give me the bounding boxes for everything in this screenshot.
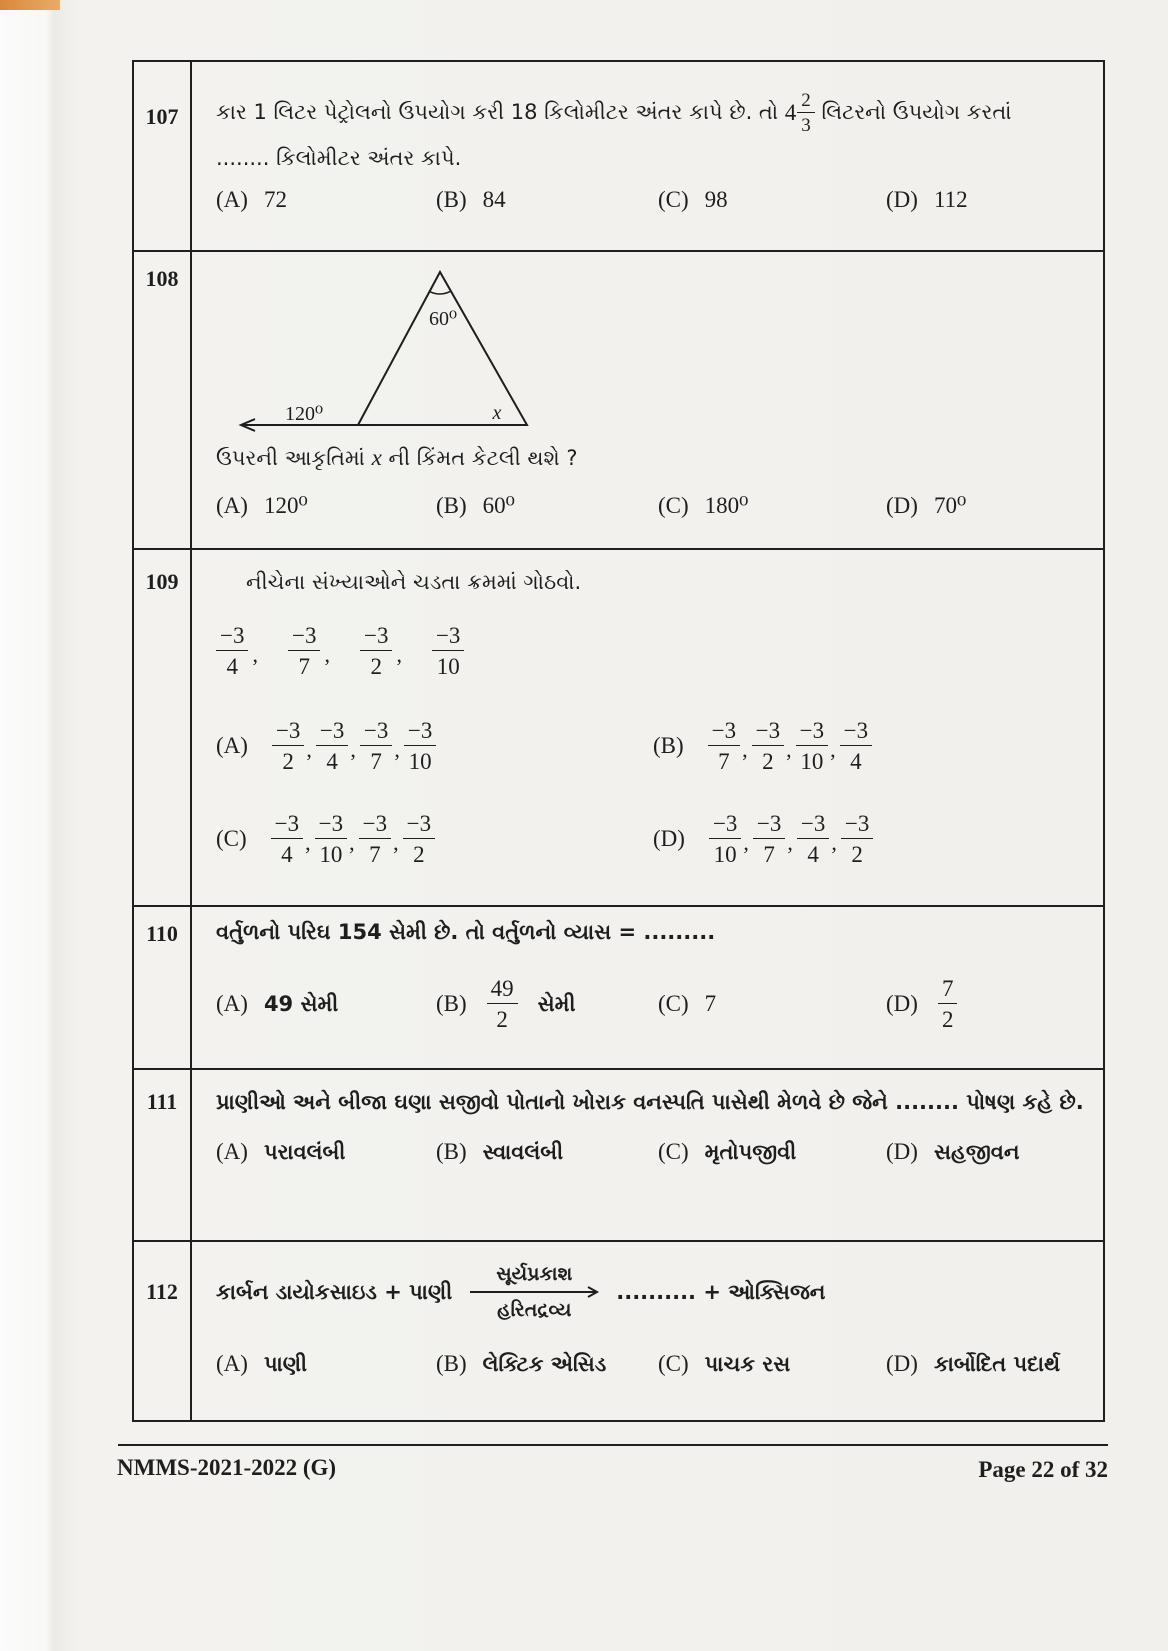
denominator: 10 <box>713 842 737 867</box>
triangle-figure <box>216 252 576 438</box>
question-number-112: 112 <box>134 1242 192 1420</box>
footer-rule <box>118 1444 1108 1446</box>
option-value: 7 <box>704 991 717 1016</box>
denominator: 4 <box>326 749 338 774</box>
comma-separator: , <box>742 737 748 762</box>
option-value: 49 સેમી <box>263 992 339 1016</box>
option-label: (B) <box>436 991 467 1016</box>
comma-separator: , <box>394 737 400 762</box>
option-value: 60⁰ <box>482 493 515 518</box>
option-d <box>886 1134 1093 1170</box>
variable: x <box>371 445 382 470</box>
fraction-list <box>216 622 464 680</box>
option-a <box>216 182 436 218</box>
numerator: −3 <box>432 622 464 651</box>
question-text-part: ઉપરની આકૃતિમાં <box>216 446 365 470</box>
triangle-shape <box>358 272 527 425</box>
denominator: 7 <box>763 842 775 867</box>
option-label: (C) <box>216 826 247 851</box>
comma-separator: , <box>324 642 330 667</box>
option-label: (C) <box>658 1351 689 1376</box>
option-d <box>886 488 1093 524</box>
comma-separator: , <box>350 737 356 762</box>
apex-angle-arc <box>430 291 451 294</box>
denominator: 10 <box>800 749 824 774</box>
fraction <box>360 717 392 775</box>
denominator: 2 <box>370 654 382 679</box>
numerator: −3 <box>288 622 320 651</box>
option-c <box>658 488 886 524</box>
question-text-111: પ્રાણીઓ અને બીજા ઘણા સજીવો પોતાનો ખોરાક વનસ્પતિ પાસેથી મેળવે છે જેને ........ પોષણ કહે છે. <box>216 1090 1084 1114</box>
denominator: 4 <box>281 842 293 867</box>
option-a <box>216 488 436 524</box>
fraction-list <box>708 717 872 775</box>
question-number-107: 107 <box>134 62 192 250</box>
denominator: 2 <box>496 1007 508 1032</box>
denominator: 7 <box>369 842 381 867</box>
question-text-part: લિટરનો ઉપયોગ કરતાં <box>821 100 1012 124</box>
option-label: (A) <box>216 991 248 1016</box>
reactants: કાર્બન ડાયોકસાઇડ + પાણી <box>216 1280 453 1304</box>
question-body-111 <box>192 1070 1103 1240</box>
question-body-107 <box>192 62 1103 250</box>
question-text-continuation: ........ કિલોમીટર અંતર કાપે. <box>216 146 462 170</box>
option-value: પરાવલંબી <box>263 1140 346 1164</box>
option-a <box>216 1134 436 1170</box>
question-row-107 <box>134 62 1103 250</box>
right-arrow-icon <box>468 1286 600 1298</box>
question-body-109 <box>192 550 1103 905</box>
numerator: −3 <box>404 717 436 746</box>
denominator: 2 <box>762 749 774 774</box>
fraction <box>359 810 391 868</box>
question-table <box>132 60 1105 1422</box>
option-label: (C) <box>658 187 689 212</box>
option-label: (D) <box>653 826 685 851</box>
question-row-108 <box>134 250 1103 548</box>
option-label: (B) <box>436 493 467 518</box>
denominator: 2 <box>851 842 863 867</box>
products: .......... + ઓક્સિજન <box>616 1280 826 1304</box>
option-c <box>658 1134 886 1170</box>
question-number-110: 110 <box>134 907 192 1068</box>
numerator: −3 <box>216 622 248 651</box>
denominator: 3 <box>801 115 811 136</box>
question-text-108 <box>216 440 1093 476</box>
option-label: (D) <box>886 493 918 518</box>
numerator: −3 <box>796 717 828 746</box>
fraction <box>272 717 304 775</box>
option-value: 112 <box>933 187 968 212</box>
option-label: (B) <box>436 1351 467 1376</box>
fraction <box>432 622 464 680</box>
fraction <box>404 717 436 775</box>
question-body-110 <box>192 907 1103 1068</box>
numerator: −3 <box>752 717 784 746</box>
option-d <box>886 975 1093 1033</box>
fraction <box>796 717 828 775</box>
option-d <box>886 1346 1093 1382</box>
fraction <box>841 810 873 868</box>
fraction <box>316 717 348 775</box>
numerator: 49 <box>487 975 518 1004</box>
fraction <box>709 810 741 868</box>
question-text-109: નીચેના સંખ્યાઓને ચડતા ક્રમમાં ગોઠવો. <box>246 570 582 594</box>
numerator: 2 <box>797 90 815 113</box>
fraction-list <box>709 810 873 868</box>
comma-separator: , <box>306 737 312 762</box>
fraction <box>708 717 740 775</box>
unknown-angle-label: x <box>492 402 502 424</box>
option-a <box>216 1346 436 1382</box>
options-108 <box>216 488 1093 524</box>
comma-separator: , <box>305 830 311 855</box>
option-a <box>216 986 436 1022</box>
option-d <box>886 182 1093 218</box>
question-number-111: 111 <box>134 1070 192 1240</box>
numerator: −3 <box>271 810 303 839</box>
option-label: (B) <box>436 187 467 212</box>
denominator: 10 <box>319 842 343 867</box>
comma-separator: , <box>787 830 793 855</box>
numerator: −3 <box>797 810 829 839</box>
fraction-list <box>271 810 435 868</box>
question-body-108 <box>192 252 1103 548</box>
fraction <box>403 810 435 868</box>
option-label: (D) <box>886 1139 918 1164</box>
numerator: −3 <box>708 717 740 746</box>
option-value: સ્વાવલંબી <box>482 1140 564 1164</box>
option-value: સહજીવન <box>933 1140 1020 1164</box>
option-c <box>658 182 886 218</box>
option-c <box>216 810 653 868</box>
fraction <box>487 975 518 1033</box>
numerator: −3 <box>403 810 435 839</box>
orange-edge-mark <box>0 0 60 10</box>
option-value: કાર્બોદિત પદાર્થ <box>933 1352 1061 1376</box>
option-label: (D) <box>886 187 918 212</box>
options-111 <box>216 1134 1093 1170</box>
question-text-110: વર્તુળનો પરિઘ 154 સેમી છે. તો વર્તુળનો વ્યાસ = ......... <box>216 920 716 944</box>
denominator: 4 <box>850 749 862 774</box>
question-row-110 <box>134 905 1103 1068</box>
numerator: −3 <box>753 810 785 839</box>
option-value: લેક્ટિક એસિડ <box>482 1352 607 1376</box>
option-label: (B) <box>436 1139 467 1164</box>
comma-separator: , <box>252 642 258 667</box>
option-b <box>436 488 658 524</box>
denominator: 2 <box>282 749 294 774</box>
question-text-part: કાર 1 લિટર પેટ્રોલનો ઉપયોગ કરી 18 કિલોમીટર અંતર કાપે છે. તો <box>216 100 779 124</box>
option-c <box>658 986 886 1022</box>
comma-separator: , <box>396 642 402 667</box>
fraction <box>840 717 872 775</box>
numerator: −3 <box>315 810 347 839</box>
numerator: −3 <box>316 717 348 746</box>
option-value: મૃતોપજીવી <box>704 1140 797 1164</box>
option-label: (C) <box>658 1139 689 1164</box>
exterior-angle-label: 120⁰ <box>284 403 324 425</box>
option-label: (C) <box>658 493 689 518</box>
comma-separator: , <box>393 830 399 855</box>
denominator: 2 <box>413 842 425 867</box>
option-value: 70⁰ <box>933 493 967 518</box>
question-row-112 <box>134 1240 1103 1420</box>
arrow-top-label: સૂર્યપ્રકાશ <box>496 1263 573 1285</box>
option-label: (D) <box>886 991 918 1016</box>
arrow-bottom-label: હરિતદ્રવ્ય <box>497 1299 572 1321</box>
comma-separator: , <box>786 737 792 762</box>
denominator: 7 <box>718 749 730 774</box>
option-c <box>658 1346 886 1382</box>
option-d <box>653 810 1093 868</box>
option-label: (A) <box>216 1139 248 1164</box>
options-112 <box>216 1346 1093 1382</box>
option-label: (A) <box>216 733 248 758</box>
option-unit: સેમી <box>537 992 576 1016</box>
option-value: પાચક રસ <box>704 1352 791 1376</box>
mixed-fraction <box>785 90 815 136</box>
numerator: 7 <box>938 975 958 1004</box>
option-value: 120⁰ <box>263 493 308 518</box>
denominator: 7 <box>298 654 310 679</box>
numerator: −3 <box>841 810 873 839</box>
fraction <box>752 717 784 775</box>
denominator: 7 <box>370 749 382 774</box>
numerator: −3 <box>840 717 872 746</box>
numerator: −3 <box>709 810 741 839</box>
fraction <box>938 975 958 1033</box>
fraction <box>797 90 815 136</box>
question-body-112 <box>192 1242 1103 1420</box>
denominator: 4 <box>807 842 819 867</box>
option-label: (C) <box>658 991 689 1016</box>
option-a <box>216 717 653 775</box>
comma-separator: , <box>349 830 355 855</box>
question-text-part: ની કિંમત કેટલી થશે ? <box>388 446 578 470</box>
fraction <box>271 810 303 868</box>
denominator: 10 <box>436 654 460 679</box>
question-text-107 <box>216 90 1093 136</box>
numerator: −3 <box>360 717 392 746</box>
question-row-111 <box>134 1068 1103 1240</box>
fraction <box>216 622 248 680</box>
question-number-109: 109 <box>134 550 192 905</box>
denominator: 10 <box>408 749 432 774</box>
comma-separator: , <box>831 830 837 855</box>
fraction <box>315 810 347 868</box>
option-value: 84 <box>482 187 506 212</box>
option-b <box>436 1346 658 1382</box>
page-number: Page 22 of 32 <box>978 1457 1108 1482</box>
option-value: 72 <box>263 187 287 212</box>
question-row-109 <box>134 548 1103 905</box>
option-label: (D) <box>886 1351 918 1376</box>
comma-separator: , <box>743 830 749 855</box>
option-b <box>436 1134 658 1170</box>
option-label: (B) <box>653 733 684 758</box>
options-109 <box>216 717 1093 868</box>
option-label: (A) <box>216 1351 248 1376</box>
question-number-108: 108 <box>134 252 192 548</box>
numerator: −3 <box>360 622 392 651</box>
fraction <box>753 810 785 868</box>
fraction <box>288 622 320 680</box>
option-value: 98 <box>704 187 728 212</box>
option-value: પાણી <box>263 1352 308 1376</box>
exam-code: NMMS-2021-2022 (G) <box>117 1455 337 1480</box>
denominator: 4 <box>226 654 238 679</box>
option-label: (A) <box>216 493 248 518</box>
comma-separator: , <box>830 737 836 762</box>
fraction <box>360 622 392 680</box>
denominator: 2 <box>941 1007 954 1032</box>
option-b <box>653 717 1093 775</box>
option-label: (A) <box>216 187 248 212</box>
options-107 <box>216 182 1093 218</box>
option-b <box>436 975 658 1033</box>
options-110 <box>216 974 1093 1034</box>
numerator: −3 <box>272 717 304 746</box>
apex-angle-label: 60⁰ <box>428 308 458 330</box>
mixed-fraction-whole: 4 <box>784 100 797 125</box>
numerator: −3 <box>359 810 391 839</box>
option-value: 180⁰ <box>704 493 749 518</box>
reaction-arrow <box>468 1262 600 1322</box>
fraction <box>797 810 829 868</box>
chemical-equation <box>216 1262 1093 1322</box>
option-b <box>436 182 658 218</box>
fraction-list <box>272 717 436 775</box>
